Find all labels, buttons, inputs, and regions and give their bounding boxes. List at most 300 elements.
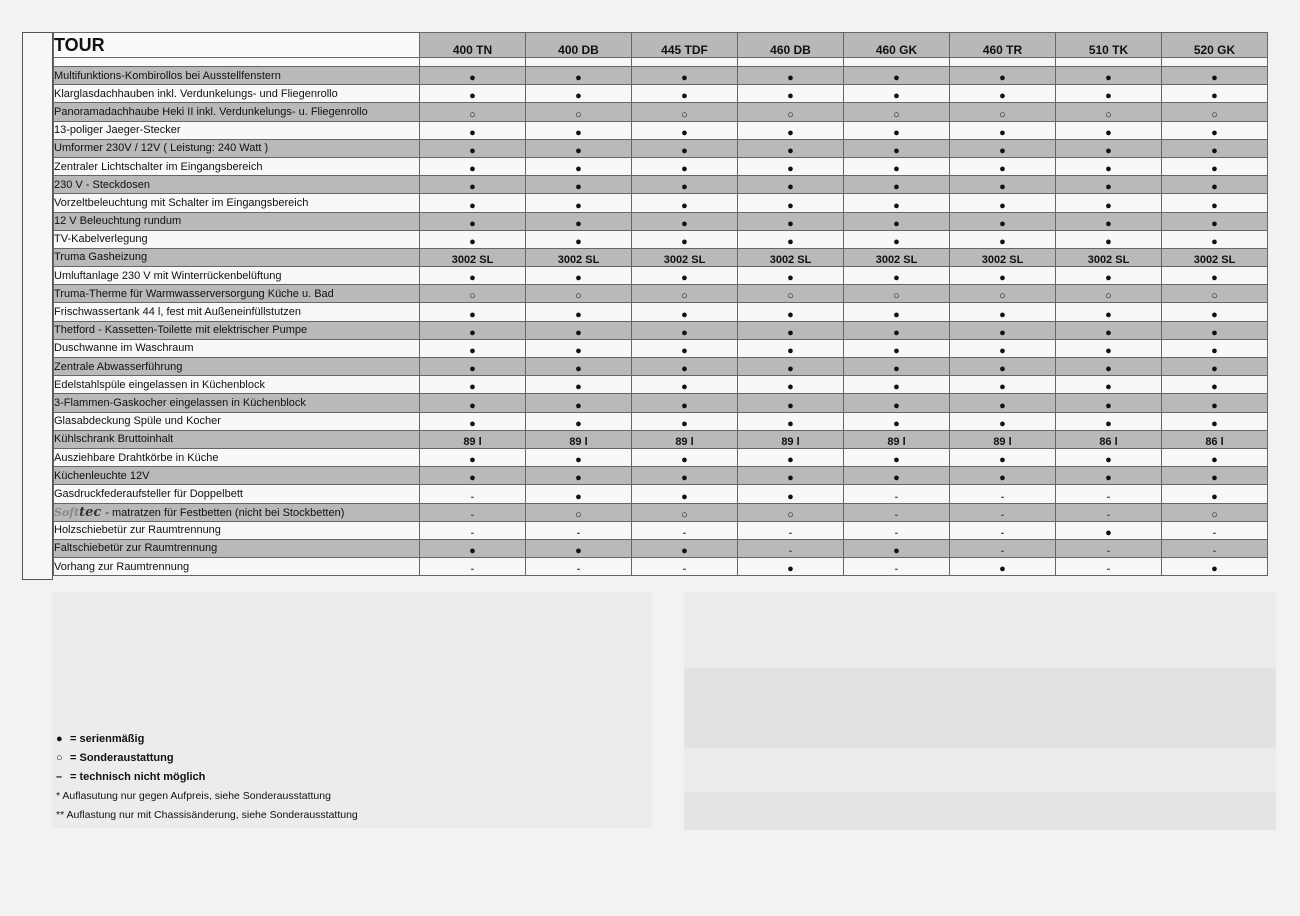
value-cell: 86 l <box>1056 430 1162 448</box>
standard-dot-icon: ● <box>420 85 526 103</box>
standard-dot-icon: ● <box>632 157 738 175</box>
value-cell: 89 l <box>844 430 950 448</box>
dash-icon: - <box>738 539 844 557</box>
standard-dot-icon: ● <box>1162 139 1268 157</box>
standard-dot-icon: ● <box>632 139 738 157</box>
standard-dot-icon: ● <box>1162 157 1268 175</box>
standard-dot-icon: ● <box>1056 412 1162 430</box>
standard-dot-icon: ● <box>1056 139 1162 157</box>
standard-dot-icon: ● <box>1162 558 1268 576</box>
table-row <box>54 430 1268 448</box>
row-label: Edelstahlspüle eingelassen in Küchenblock <box>54 376 420 394</box>
standard-dot-icon: ● <box>420 121 526 139</box>
table-row <box>54 121 1268 139</box>
table-row <box>54 103 1268 121</box>
standard-dot-icon: ● <box>738 467 844 485</box>
legend <box>56 730 358 825</box>
table-row <box>54 230 1268 248</box>
row-label: Glasabdeckung Spüle und Kocher <box>54 412 420 430</box>
standard-dot-icon: ● <box>1056 448 1162 466</box>
standard-dot-icon: ● <box>420 230 526 248</box>
standard-dot-icon: ● <box>632 212 738 230</box>
standard-dot-icon: ● <box>526 194 632 212</box>
standard-dot-icon: ● <box>738 230 844 248</box>
standard-dot-icon: ● <box>420 176 526 194</box>
table-row <box>54 412 1268 430</box>
model-header: 460 DB <box>738 33 844 58</box>
row-label: Vorhang zur Raumtrennung <box>54 558 420 576</box>
value-cell: 89 l <box>950 430 1056 448</box>
footnote-1: * Auflasutung nur gegen Aufpreis, siehe Sonderausstattung <box>56 790 331 802</box>
bleed-through-band <box>684 668 1276 748</box>
standard-dot-icon: ● <box>420 467 526 485</box>
standard-dot-icon: ● <box>632 376 738 394</box>
standard-dot-icon: ● <box>632 267 738 285</box>
softtec-logo-soft: Soft <box>54 505 80 519</box>
standard-dot-icon: ● <box>950 194 1056 212</box>
standard-dot-icon: ● <box>1162 121 1268 139</box>
standard-dot-icon: ● <box>738 121 844 139</box>
dash-icon: - <box>420 558 526 576</box>
option-circle-icon: ○ <box>632 285 738 303</box>
spacer-cell <box>1056 58 1162 67</box>
standard-dot-icon: ● <box>738 157 844 175</box>
legend-standard-text: = serienmäßig <box>70 733 145 745</box>
spacer-cell <box>1162 58 1268 67</box>
row-label: Zentrale Abwasserführung <box>54 358 420 376</box>
spacer-cell <box>632 58 738 67</box>
row-label: TV-Kabelverlegung <box>54 230 420 248</box>
table-row <box>54 303 1268 321</box>
standard-dot-icon: ● <box>1056 121 1162 139</box>
dash-icon: - <box>632 521 738 539</box>
footnote-2: ** Auflastung nur mit Chassisänderung, siehe Sonderausstattung <box>56 809 358 821</box>
standard-dot-icon: ● <box>1162 358 1268 376</box>
dash-icon: - <box>950 503 1056 521</box>
spacer-cell <box>738 58 844 67</box>
standard-dot-icon: ● <box>844 194 950 212</box>
standard-dot-icon: ● <box>56 733 63 745</box>
standard-dot-icon: ● <box>1056 176 1162 194</box>
standard-dot-icon: ● <box>1162 339 1268 357</box>
table-row <box>54 503 1268 521</box>
standard-dot-icon: ● <box>950 358 1056 376</box>
dash-icon: - <box>526 558 632 576</box>
standard-dot-icon: ● <box>844 448 950 466</box>
spacer-cell <box>950 58 1056 67</box>
standard-dot-icon: ● <box>950 176 1056 194</box>
spacer-cell <box>526 58 632 67</box>
legend-standard <box>56 730 358 749</box>
row-label: Ausziehbare Drahtkörbe in Küche <box>54 448 420 466</box>
standard-dot-icon: ● <box>1162 194 1268 212</box>
option-circle-icon: ○ <box>844 103 950 121</box>
standard-dot-icon: ● <box>844 121 950 139</box>
standard-dot-icon: ● <box>420 394 526 412</box>
option-circle-icon: ○ <box>1162 503 1268 521</box>
table-row <box>54 176 1268 194</box>
value-cell: 86 l <box>1162 430 1268 448</box>
row-label: Faltschiebetür zur Raumtrennung <box>54 539 420 557</box>
row-label: Thetford - Kassetten-Toilette mit elektrischer Pumpe <box>54 321 420 339</box>
standard-dot-icon: ● <box>844 85 950 103</box>
row-label: Duschwanne im Waschraum <box>54 339 420 357</box>
table-row <box>54 157 1268 175</box>
standard-dot-icon: ● <box>844 157 950 175</box>
standard-dot-icon: ● <box>526 539 632 557</box>
standard-dot-icon: ● <box>738 339 844 357</box>
standard-dot-icon: ● <box>632 230 738 248</box>
standard-dot-icon: ● <box>738 358 844 376</box>
table-row <box>54 85 1268 103</box>
dash-icon: - <box>420 521 526 539</box>
standard-dot-icon: ● <box>632 394 738 412</box>
value-cell: 3002 SL <box>1162 248 1268 266</box>
standard-dot-icon: ● <box>1162 67 1268 85</box>
standard-dot-icon: ● <box>526 394 632 412</box>
table-row <box>54 376 1268 394</box>
standard-dot-icon: ● <box>526 121 632 139</box>
standard-dot-icon: ● <box>1162 303 1268 321</box>
dash-icon: - <box>420 503 526 521</box>
dash-icon: - <box>950 521 1056 539</box>
table-row <box>54 321 1268 339</box>
standard-dot-icon: ● <box>844 358 950 376</box>
standard-dot-icon: ● <box>526 267 632 285</box>
standard-dot-icon: ● <box>1162 230 1268 248</box>
table-row <box>54 467 1268 485</box>
standard-dot-icon: ● <box>738 485 844 503</box>
standard-dot-icon: ● <box>632 539 738 557</box>
standard-dot-icon: ● <box>738 267 844 285</box>
margin-column <box>22 32 53 580</box>
table-row <box>54 485 1268 503</box>
dash-icon: - <box>1056 503 1162 521</box>
table-row <box>54 558 1268 576</box>
table-row <box>54 248 1268 266</box>
standard-dot-icon: ● <box>420 212 526 230</box>
standard-dot-icon: ● <box>420 539 526 557</box>
standard-dot-icon: ● <box>632 303 738 321</box>
standard-dot-icon: ● <box>632 467 738 485</box>
spacer-cell <box>54 58 420 67</box>
option-circle-icon: ○ <box>526 103 632 121</box>
standard-dot-icon: ● <box>632 321 738 339</box>
standard-dot-icon: ● <box>526 67 632 85</box>
legend-option-text: = Sonderaustattung <box>70 752 174 764</box>
standard-dot-icon: ● <box>526 176 632 194</box>
row-label: Truma-Therme für Warmwasserversorgung Küche u. Bad <box>54 285 420 303</box>
standard-dot-icon: ● <box>420 376 526 394</box>
option-circle-icon: ○ <box>738 503 844 521</box>
standard-dot-icon: ● <box>844 267 950 285</box>
model-header: 460 GK <box>844 33 950 58</box>
value-cell: 89 l <box>526 430 632 448</box>
standard-dot-icon: ● <box>526 230 632 248</box>
value-cell: 3002 SL <box>950 248 1056 266</box>
option-circle-icon: ○ <box>738 103 844 121</box>
standard-dot-icon: ● <box>1162 85 1268 103</box>
standard-dot-icon: ● <box>1162 267 1268 285</box>
standard-dot-icon: ● <box>950 121 1056 139</box>
standard-dot-icon: ● <box>1056 321 1162 339</box>
standard-dot-icon: ● <box>1056 358 1162 376</box>
standard-dot-icon: ● <box>420 448 526 466</box>
bleed-through-band-lower <box>684 792 1276 830</box>
table-row <box>54 212 1268 230</box>
standard-dot-icon: ● <box>950 139 1056 157</box>
row-label: Vorzeltbeleuchtung mit Schalter im Eingangsbereich <box>54 194 420 212</box>
standard-dot-icon: ● <box>738 194 844 212</box>
standard-dot-icon: ● <box>844 303 950 321</box>
standard-dot-icon: ● <box>632 448 738 466</box>
standard-dot-icon: ● <box>738 558 844 576</box>
option-circle-icon: ○ <box>844 285 950 303</box>
standard-dot-icon: ● <box>844 412 950 430</box>
standard-dot-icon: ● <box>844 176 950 194</box>
dash-icon: - <box>1162 539 1268 557</box>
standard-dot-icon: ● <box>420 67 526 85</box>
option-circle-icon: ○ <box>420 103 526 121</box>
row-label: 12 V Beleuchtung rundum <box>54 212 420 230</box>
table-row <box>54 448 1268 466</box>
table-row <box>54 194 1268 212</box>
row-label: Umformer 230V / 12V ( Leistung: 240 Watt ) <box>54 139 420 157</box>
value-cell: 89 l <box>738 430 844 448</box>
row-label: Gasdruckfederaufsteller für Doppelbett <box>54 485 420 503</box>
table-row <box>54 67 1268 85</box>
standard-dot-icon: ● <box>1056 467 1162 485</box>
option-circle-icon: ○ <box>950 285 1056 303</box>
standard-dot-icon: ● <box>1162 376 1268 394</box>
row-label-text: - matratzen für Festbetten (nicht bei Stockbetten) <box>105 506 345 519</box>
standard-dot-icon: ● <box>632 194 738 212</box>
standard-dot-icon: ● <box>420 139 526 157</box>
standard-dot-icon: ● <box>526 85 632 103</box>
model-header: 445 TDF <box>632 33 738 58</box>
standard-dot-icon: ● <box>844 394 950 412</box>
option-circle-icon: ○ <box>420 285 526 303</box>
standard-dot-icon: ● <box>950 67 1056 85</box>
softtec-logo-tec: tec <box>79 504 102 520</box>
table-row <box>54 521 1268 539</box>
option-circle-icon: ○ <box>950 103 1056 121</box>
model-header: 520 GK <box>1162 33 1268 58</box>
standard-dot-icon: ● <box>1056 267 1162 285</box>
standard-dot-icon: ● <box>632 485 738 503</box>
dash-icon: – <box>56 771 63 783</box>
dash-icon: - <box>844 558 950 576</box>
row-label: Klarglasdachhauben inkl. Verdunkelungs- und Fliegenrollo <box>54 85 420 103</box>
standard-dot-icon: ● <box>844 139 950 157</box>
standard-dot-icon: ● <box>526 139 632 157</box>
row-label: Umluftanlage 230 V mit Winterrückenbelüftung <box>54 267 420 285</box>
standard-dot-icon: ● <box>526 467 632 485</box>
table-row <box>54 339 1268 357</box>
standard-dot-icon: ● <box>844 539 950 557</box>
standard-dot-icon: ● <box>950 321 1056 339</box>
standard-dot-icon: ● <box>950 85 1056 103</box>
option-circle-icon: ○ <box>526 503 632 521</box>
table-row <box>54 358 1268 376</box>
standard-dot-icon: ● <box>738 321 844 339</box>
standard-dot-icon: ● <box>1162 448 1268 466</box>
standard-dot-icon: ● <box>526 321 632 339</box>
row-label: Panoramadachhaube Heki II inkl. Verdunkelungs- u. Fliegenrollo <box>54 103 420 121</box>
standard-dot-icon: ● <box>738 67 844 85</box>
option-circle-icon: ○ <box>526 285 632 303</box>
dash-icon: - <box>1162 521 1268 539</box>
standard-dot-icon: ● <box>1056 521 1162 539</box>
model-header: 400 TN <box>420 33 526 58</box>
value-cell: 3002 SL <box>1056 248 1162 266</box>
spec-sheet <box>22 32 1266 580</box>
standard-dot-icon: ● <box>950 267 1056 285</box>
option-circle-icon: ○ <box>1056 285 1162 303</box>
standard-dot-icon: ● <box>420 358 526 376</box>
standard-dot-icon: ● <box>950 303 1056 321</box>
dash-icon: - <box>526 521 632 539</box>
dash-icon: - <box>844 503 950 521</box>
standard-dot-icon: ● <box>526 212 632 230</box>
standard-dot-icon: ● <box>738 139 844 157</box>
standard-dot-icon: ● <box>950 412 1056 430</box>
legend-option <box>56 749 358 768</box>
standard-dot-icon: ● <box>526 485 632 503</box>
standard-dot-icon: ● <box>844 467 950 485</box>
standard-dot-icon: ● <box>844 67 950 85</box>
value-cell: 89 l <box>632 430 738 448</box>
standard-dot-icon: ● <box>420 157 526 175</box>
standard-dot-icon: ● <box>1162 212 1268 230</box>
standard-dot-icon: ● <box>1162 321 1268 339</box>
option-circle-icon: ○ <box>632 103 738 121</box>
value-cell: 89 l <box>420 430 526 448</box>
row-label: Küchenleuchte 12V <box>54 467 420 485</box>
standard-dot-icon: ● <box>738 412 844 430</box>
row-label: Frischwassertank 44 l, fest mit Außeneinfüllstutzen <box>54 303 420 321</box>
dash-icon: - <box>1056 485 1162 503</box>
standard-dot-icon: ● <box>632 67 738 85</box>
table-row <box>54 267 1268 285</box>
standard-dot-icon: ● <box>738 448 844 466</box>
standard-dot-icon: ● <box>526 376 632 394</box>
legend-not-possible <box>56 768 358 787</box>
row-label <box>54 503 420 521</box>
standard-dot-icon: ● <box>526 448 632 466</box>
table-row <box>54 285 1268 303</box>
standard-dot-icon: ● <box>1162 394 1268 412</box>
option-circle-icon: ○ <box>632 503 738 521</box>
standard-dot-icon: ● <box>1056 194 1162 212</box>
standard-dot-icon: ● <box>844 321 950 339</box>
standard-dot-icon: ● <box>950 558 1056 576</box>
option-circle-icon: ○ <box>56 752 63 764</box>
standard-dot-icon: ● <box>950 448 1056 466</box>
softtec-logo <box>54 506 101 519</box>
value-cell: 3002 SL <box>844 248 950 266</box>
standard-dot-icon: ● <box>632 412 738 430</box>
standard-dot-icon: ● <box>526 358 632 376</box>
standard-dot-icon: ● <box>632 85 738 103</box>
row-label: Multifunktions-Kombirollos bei Ausstellfenstern <box>54 67 420 85</box>
option-circle-icon: ○ <box>738 285 844 303</box>
standard-dot-icon: ● <box>420 412 526 430</box>
standard-dot-icon: ● <box>1056 394 1162 412</box>
table-title: TOUR <box>54 33 420 58</box>
table-body <box>54 67 1268 576</box>
dash-icon: - <box>420 485 526 503</box>
table-row <box>54 394 1268 412</box>
row-label: 230 V - Steckdosen <box>54 176 420 194</box>
standard-dot-icon: ● <box>844 212 950 230</box>
row-label: Zentraler Lichtschalter im Eingangsbereich <box>54 157 420 175</box>
dash-icon: - <box>844 485 950 503</box>
model-header: 460 TR <box>950 33 1056 58</box>
standard-dot-icon: ● <box>420 194 526 212</box>
option-circle-icon: ○ <box>1162 103 1268 121</box>
standard-dot-icon: ● <box>950 376 1056 394</box>
dash-icon: - <box>950 539 1056 557</box>
standard-dot-icon: ● <box>1056 85 1162 103</box>
standard-dot-icon: ● <box>950 230 1056 248</box>
standard-dot-icon: ● <box>1162 485 1268 503</box>
standard-dot-icon: ● <box>1056 157 1162 175</box>
standard-dot-icon: ● <box>632 176 738 194</box>
standard-dot-icon: ● <box>632 121 738 139</box>
row-label: Kühlschrank Bruttoinhalt <box>54 430 420 448</box>
standard-dot-icon: ● <box>420 339 526 357</box>
standard-dot-icon: ● <box>526 412 632 430</box>
option-circle-icon: ○ <box>1056 103 1162 121</box>
equipment-table <box>53 32 1268 576</box>
standard-dot-icon: ● <box>526 303 632 321</box>
spacer-cell <box>844 58 950 67</box>
dash-icon: - <box>738 521 844 539</box>
table-row <box>54 139 1268 157</box>
model-header: 510 TK <box>1056 33 1162 58</box>
standard-dot-icon: ● <box>738 376 844 394</box>
standard-dot-icon: ● <box>738 303 844 321</box>
standard-dot-icon: ● <box>1056 230 1162 248</box>
standard-dot-icon: ● <box>950 339 1056 357</box>
standard-dot-icon: ● <box>526 157 632 175</box>
dash-icon: - <box>844 521 950 539</box>
value-cell: 3002 SL <box>526 248 632 266</box>
standard-dot-icon: ● <box>632 339 738 357</box>
standard-dot-icon: ● <box>738 176 844 194</box>
value-cell: 3002 SL <box>632 248 738 266</box>
legend-na-text: = technisch nicht möglich <box>70 771 206 783</box>
standard-dot-icon: ● <box>738 394 844 412</box>
standard-dot-icon: ● <box>1162 467 1268 485</box>
row-label: Truma Gasheizung <box>54 248 420 266</box>
standard-dot-icon: ● <box>420 303 526 321</box>
row-label: 13-poliger Jaeger-Stecker <box>54 121 420 139</box>
standard-dot-icon: ● <box>420 321 526 339</box>
spacer-cell <box>420 58 526 67</box>
standard-dot-icon: ● <box>950 212 1056 230</box>
standard-dot-icon: ● <box>1056 303 1162 321</box>
model-header: 400 DB <box>526 33 632 58</box>
standard-dot-icon: ● <box>844 376 950 394</box>
standard-dot-icon: ● <box>1162 412 1268 430</box>
standard-dot-icon: ● <box>1056 376 1162 394</box>
standard-dot-icon: ● <box>526 339 632 357</box>
standard-dot-icon: ● <box>950 394 1056 412</box>
table-row <box>54 539 1268 557</box>
standard-dot-icon: ● <box>738 212 844 230</box>
